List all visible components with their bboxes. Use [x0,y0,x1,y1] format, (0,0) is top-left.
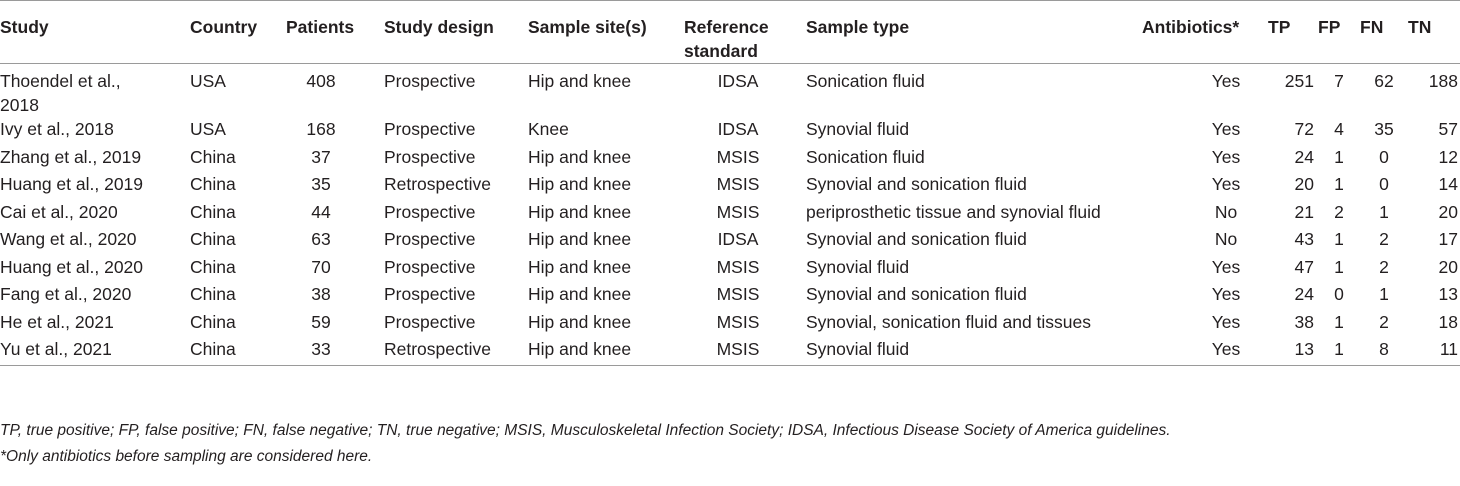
table-row [0,172,1460,200]
cell-reference-standard: MSIS [716,174,760,194]
cell-antibiotics: Yes [1211,71,1241,91]
cell-sample-site: Knee [528,119,569,139]
cell-fp: 1 [1334,174,1344,194]
cell-patients: 168 [306,119,336,139]
cell-antibiotics: Yes [1211,311,1241,332]
cell-tp: 13 [1294,339,1314,359]
cell-reference-standard: MSIS [716,201,760,222]
cell-sample-type: Synovial and sonication fluid [806,229,1027,249]
cell-study-design: Prospective [384,311,476,332]
cell-study: He et al., 2021 [0,311,114,332]
cell-fp: 1 [1334,146,1344,167]
cell-study: Cai et al., 2020 [0,201,118,222]
table-row [0,310,1460,338]
cell-study-design: Prospective [384,71,476,91]
cell-sample-site: Hip and knee [528,311,632,332]
cell-study: Huang et al., 2020 [0,256,144,277]
cell-tn: 12 [1438,146,1458,167]
cell-patients: 408 [306,71,336,91]
header-patients: Patients [286,17,355,37]
cell-fp: 2 [1334,201,1344,222]
cell-study: Fang et al., 2020 [0,284,132,304]
cell-study-design: Prospective [384,146,476,167]
cell-fn: 35 [1374,119,1394,139]
cell-patients: 35 [311,174,331,194]
cell-sample-type: Sonication fluid [806,71,925,91]
cell-study-design: Prospective [384,201,476,222]
header-tn: TN [1408,17,1432,37]
table-row [0,337,1460,365]
header-fn: FN [1360,17,1384,37]
cell-sample-type: Synovial fluid [806,256,910,277]
table-row [0,255,1460,283]
table-row [0,227,1460,255]
cell-study: Zhang et al., 2019 [0,146,142,167]
cell-tn: 20 [1438,201,1458,222]
cell-tn: 11 [1439,339,1458,359]
cell-fp: 1 [1334,311,1344,332]
cell-patients: 70 [311,256,331,277]
cell-sample-type: Synovial and sonication fluid [806,174,1027,194]
table-row [0,145,1460,173]
cell-tn: 18 [1438,311,1458,332]
table-header-row [0,1,1460,64]
cell-fp: 1 [1334,256,1344,277]
cell-study-design: Prospective [384,284,476,304]
cell-country: China [190,146,236,167]
cell-patients: 59 [311,311,331,332]
cell-tp: 20 [1294,174,1314,194]
cell-reference-standard: MSIS [716,284,760,304]
cell-antibiotics: Yes [1211,146,1241,167]
abbreviations-footnote: TP, true positive; FP, false positive; FN, false negative; TN, true negative; MSIS, Musculoskeletal Infection Society; IDSA, Infectious Disease Society of America guidelines. [0,422,1171,439]
cell-fp: 7 [1334,71,1344,91]
cell-fp: 1 [1334,339,1344,359]
cell-reference-standard: IDSA [717,229,759,249]
cell-antibiotics: Yes [1211,256,1241,277]
cell-country: China [190,174,236,194]
cell-country: China [190,311,236,332]
cell-sample-site: Hip and knee [528,174,632,194]
cell-study: Wang et al., 2020 [0,229,137,249]
cell-study: Thoendel et al., 2018 [0,71,121,115]
cell-patients: 33 [311,339,331,359]
cell-sample-type: Synovial fluid [806,119,910,139]
cell-sample-type: Synovial fluid [806,339,910,359]
cell-tp: 24 [1294,284,1314,304]
cell-tp: 43 [1294,229,1314,249]
cell-study-design: Prospective [384,256,476,277]
cell-tn: 14 [1438,174,1458,194]
cell-antibiotics: Yes [1211,339,1241,359]
cell-country: USA [190,71,226,91]
cell-sample-site: Hip and knee [528,256,632,277]
cell-fp: 0 [1334,284,1344,304]
cell-sample-type: Synovial, sonication fluid and tissues [806,311,1092,332]
cell-fn: 0 [1379,174,1389,194]
cell-country: China [190,339,236,359]
cell-tp: 72 [1294,119,1314,139]
cell-sample-type: Sonication fluid [806,146,925,167]
cell-tn: 20 [1438,256,1458,277]
cell-study-design: Retrospective [384,174,491,194]
table-row [0,64,1460,118]
table-row [0,200,1460,228]
cell-fn: 2 [1379,311,1389,332]
cell-fn: 2 [1379,256,1389,277]
header-reference-standard: Reference standard [684,17,769,61]
cell-study-design: Prospective [384,229,476,249]
cell-reference-standard: MSIS [716,256,760,277]
table-row [0,282,1460,310]
cell-sample-site: Hip and knee [528,284,632,304]
cell-reference-standard: IDSA [717,71,759,91]
header-study: Study [0,17,49,37]
cell-fn: 0 [1379,146,1389,167]
cell-study: Yu et al., 2021 [0,339,112,359]
table-footnotes [0,418,1460,470]
antibiotics-footnote: *Only antibiotics before sampling are considered here. [0,448,373,465]
cell-fn: 1 [1379,201,1389,222]
cell-patients: 44 [311,201,331,222]
cell-fn: 1 [1379,284,1389,304]
header-fp: FP [1318,17,1341,37]
cell-tp: 24 [1294,146,1314,167]
cell-reference-standard: MSIS [716,339,760,359]
header-sample-site: Sample site(s) [528,17,647,37]
cell-patients: 63 [311,229,331,249]
cell-study: Ivy et al., 2018 [0,119,114,139]
cell-sample-site: Hip and knee [528,229,632,249]
cell-tn: 13 [1438,284,1458,304]
cell-fn: 8 [1379,339,1389,359]
cell-tn: 188 [1428,71,1458,91]
cell-sample-type: Synovial and sonication fluid [806,284,1027,304]
cell-country: China [190,256,236,277]
header-country: Country [190,17,258,37]
cell-country: China [190,229,236,249]
cell-tp: 47 [1294,256,1314,277]
cell-tp: 251 [1284,71,1314,91]
cell-tp: 21 [1294,201,1314,222]
cell-reference-standard: MSIS [716,146,760,167]
header-tp: TP [1268,17,1291,37]
cell-study-design: Prospective [384,119,476,139]
header-sample-type: Sample type [806,17,910,37]
cell-patients: 38 [311,284,331,304]
cell-antibiotics: No [1214,229,1238,249]
cell-tp: 38 [1294,311,1314,332]
table-row [0,117,1460,145]
cell-country: China [190,284,236,304]
cell-reference-standard: MSIS [716,311,760,332]
cell-reference-standard: IDSA [717,119,759,139]
cell-sample-site: Hip and knee [528,201,632,222]
header-antibiotics: Antibiotics* [1142,17,1240,37]
cell-fp: 1 [1334,229,1344,249]
cell-sample-site: Hip and knee [528,146,632,167]
cell-tn: 57 [1438,119,1458,139]
cell-antibiotics: Yes [1211,174,1241,194]
cell-fn: 62 [1374,71,1394,91]
cell-study-design: Retrospective [384,339,491,359]
cell-tn: 17 [1438,229,1458,249]
cell-country: China [190,201,236,222]
header-study-design: Study design [384,17,494,37]
cell-country: USA [190,119,226,139]
cell-sample-type: periprosthetic tissue and synovial fluid [806,201,1101,222]
cell-sample-site: Hip and knee [528,339,632,359]
cell-fp: 4 [1334,119,1344,139]
cell-sample-site: Hip and knee [528,71,632,91]
cell-antibiotics: Yes [1211,284,1241,304]
cell-patients: 37 [311,146,331,167]
cell-antibiotics: No [1214,201,1238,222]
cell-antibiotics: Yes [1211,119,1241,139]
cell-fn: 2 [1379,229,1389,249]
cell-study: Huang et al., 2019 [0,174,144,194]
